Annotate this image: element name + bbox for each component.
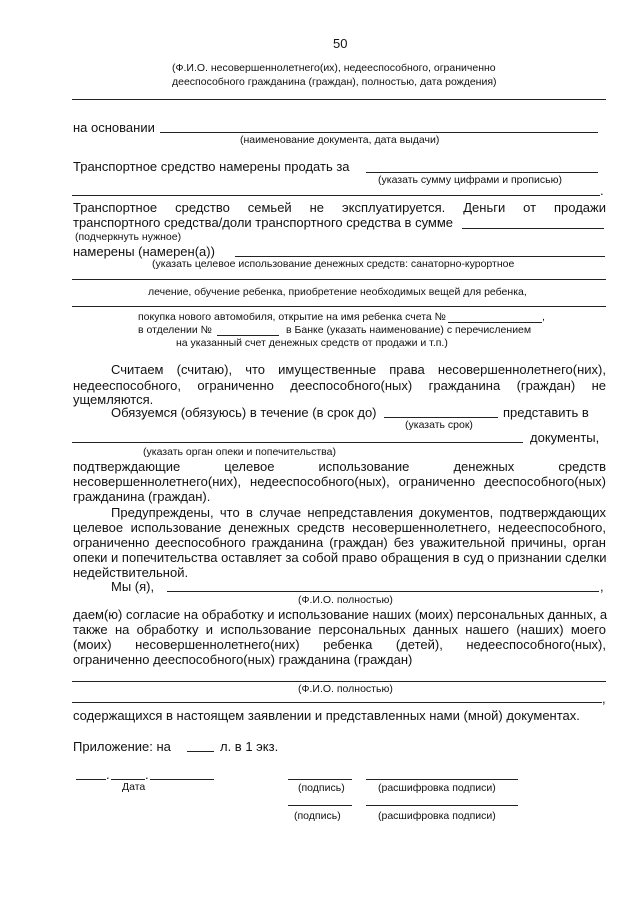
consent-line-5: содержащихся в настоящем заявлении и представленных нами (мной) документах.: [73, 708, 580, 723]
p1-line-3: ущемляются.: [73, 392, 154, 407]
consent-line-2: также на обработку и использование персональных данных нашего (наших) моего: [73, 622, 606, 637]
date-label: Дата: [122, 781, 146, 793]
sale-text: Транспортное средство намерены продать за: [73, 159, 350, 174]
date-day-line[interactable]: [76, 779, 106, 780]
header-hint-line-2: дееспособного гражданина (граждан), полностью, дата рождения): [172, 76, 497, 88]
account-number-line[interactable]: [448, 322, 542, 323]
consent-line-3: (моих) несовершеннолетнего(них) ребенка (детей), недееспособного(ных),: [73, 637, 606, 652]
p2-line-3: подтверждающие целевое использование денежных средств: [73, 459, 606, 474]
signature-line-2[interactable]: [288, 805, 352, 806]
usage-hint-2: лечение, обучение ребенка, приобретение необходимых вещей для ребенка,: [148, 286, 527, 298]
decode-hint-1: (расшифровка подписи): [378, 782, 496, 794]
usage-purpose-line-3[interactable]: [72, 306, 606, 307]
signature-line-1[interactable]: [288, 779, 352, 780]
attachment-rest: л. в 1 экз.: [220, 739, 279, 754]
sale-hint: (указать сумму цифрами и прописью): [378, 174, 563, 186]
sale-amount-line-2[interactable]: [72, 195, 600, 196]
date-month-line[interactable]: [111, 779, 145, 780]
usage-hint-3: покупка нового автомобиля, открытие на имя ребенка счета №: [138, 311, 446, 323]
consent-comma-2: ,: [602, 691, 606, 706]
decode-line-1[interactable]: [366, 779, 518, 780]
header-hint-line-1: (Ф.И.О. несовершеннолетнего(их), недееспособного, ограниченно: [172, 62, 496, 74]
p2-line-4: несовершеннолетнего(них), недееспособного(ных), ограниченно дееспособного(ных): [73, 474, 606, 489]
consent-fio-line[interactable]: [167, 591, 599, 592]
consent-comma: ,: [600, 579, 604, 594]
usage-hint-3-end: ,: [542, 311, 545, 323]
usage-hint-4b: в Банке (указать наименование) с перечислением: [286, 324, 532, 336]
term-line[interactable]: [384, 417, 498, 418]
basis-label: на основании: [73, 120, 155, 135]
basis-hint: (наименование документа, дата выдачи): [240, 134, 440, 146]
consent-fio-line-2[interactable]: [72, 681, 606, 682]
usage-purpose-line-2[interactable]: [72, 279, 606, 280]
consent-line-1: даем(ю) согласие на обработку и использование наших (моих) персональных данных, а: [73, 607, 608, 622]
p1-line-1: Считаем (считаю), что имущественные права несовершеннолетнего(них),: [111, 362, 606, 377]
p1-line-2: недееспособного, ограниченно дееспособного(ных) гражданина (граждан) не: [73, 378, 606, 393]
sale-dot: .: [600, 183, 604, 198]
consent-fio-line-3[interactable]: [72, 702, 602, 703]
usage-purpose-line[interactable]: [235, 256, 605, 257]
usage-hint-1: (указать целевое использование денежных средств: санаторно-курортное: [152, 258, 515, 270]
usage-line-1: Транспортное средство семьей не эксплуатируется. Деньги от продажи: [73, 200, 606, 215]
consent-line-4: ограниченно дееспособного(ных) гражданина (граждан): [73, 652, 413, 667]
p3-line-2: целевое использование денежных средств несовершеннолетнего, недееспособного,: [73, 520, 606, 535]
p2-docs: документы,: [530, 430, 600, 445]
p3-line-3: ограниченно дееспособного гражданина (граждан) без уважительной причины, орган: [73, 535, 606, 550]
date-dot-2: .: [145, 767, 149, 782]
p2-line-5: гражданина (граждан).: [73, 489, 211, 504]
usage-sum-line[interactable]: [462, 228, 604, 229]
date-dot-1: .: [106, 767, 110, 782]
p3-line-1: Предупреждены, что в случае непредставления документов, подтверждающих: [111, 505, 606, 520]
attachment-pages-line[interactable]: [187, 751, 214, 752]
p3-line-4: опеки и попечительства оставляет за собой право обращения в суд о признании сделки: [73, 550, 607, 565]
usage-line-2: транспортного средства/доли транспортного средства в сумме: [73, 215, 454, 230]
basis-line[interactable]: [160, 132, 598, 133]
branch-number-line[interactable]: [217, 335, 279, 336]
org-hint: (указать орган опеки и попечительства): [143, 446, 336, 458]
usage-hint-4a: в отделении №: [138, 324, 212, 336]
page-number: 50: [333, 36, 348, 51]
underline-hint: (подчеркнуть нужное): [75, 231, 182, 243]
consent-fio-hint: (Ф.И.О. полностью): [298, 594, 393, 606]
usage-line-4: намерены (намерен(а)): [73, 244, 215, 259]
decode-hint-2: (расшифровка подписи): [378, 810, 496, 822]
guardianship-org-line[interactable]: [72, 442, 523, 443]
p2-line-1a: Обязуемся (обязуюсь) в течение (в срок до): [111, 405, 377, 420]
date-year-line[interactable]: [150, 779, 214, 780]
usage-hint-5: на указанный счет денежных средств от продажи и т.п.): [176, 337, 448, 349]
consent-fio-hint-2: (Ф.И.О. полностью): [298, 683, 393, 695]
sale-amount-line[interactable]: [366, 172, 598, 173]
fio-line[interactable]: [72, 99, 606, 100]
signature-hint-1: (подпись): [298, 782, 345, 794]
term-hint: (указать срок): [405, 419, 473, 431]
decode-line-2[interactable]: [366, 805, 518, 806]
p3-line-5: недействительной.: [73, 565, 189, 580]
signature-hint-2: (подпись): [294, 810, 341, 822]
consent-we: Мы (я),: [111, 579, 155, 594]
attachment-label: Приложение: на: [73, 739, 171, 754]
p2-line-1b: представить в: [503, 405, 589, 420]
